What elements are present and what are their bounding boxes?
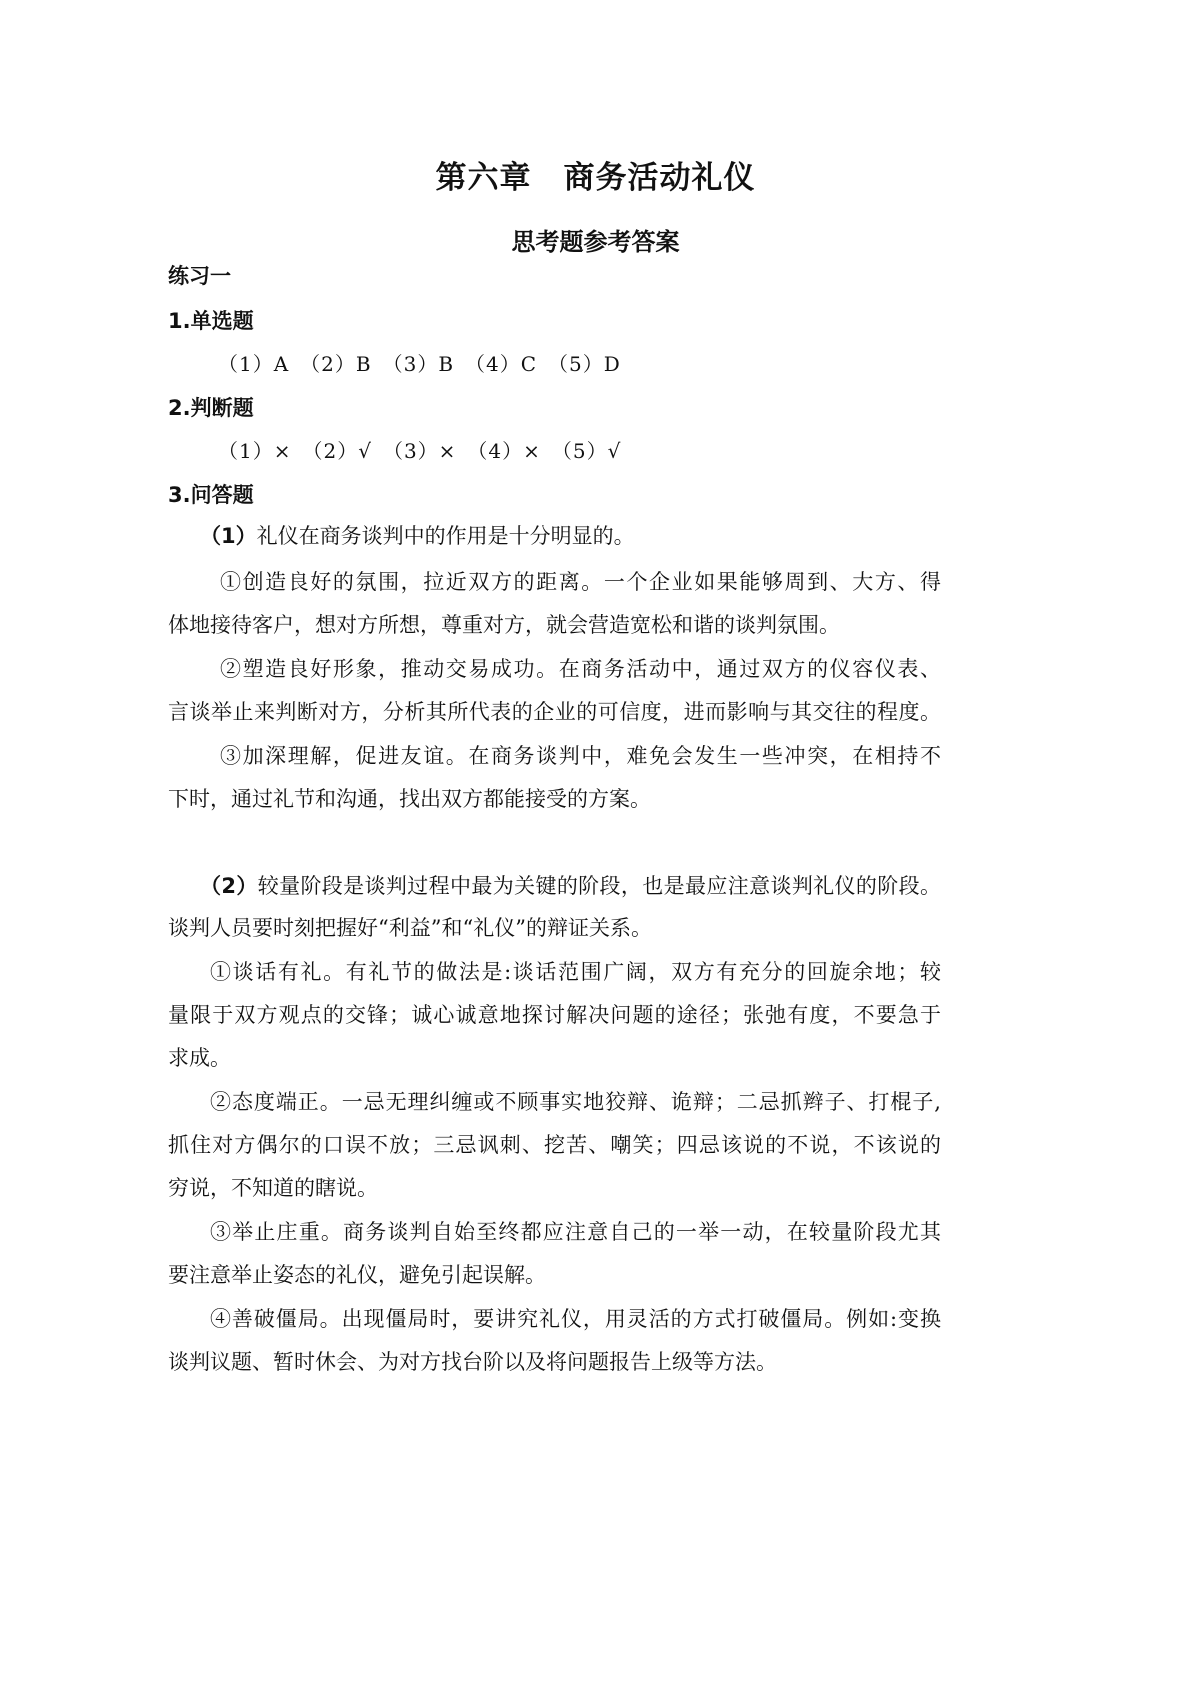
q1-point-3-line-2: 下时，通过礼节和沟通，找出双方都能接受的方案。 xyxy=(168,787,651,811)
q2-point-1-line-2: 量限于双方观点的交锋；诚心诚意地探讨解决问题的途径；张弛有度，不要急于 xyxy=(168,1003,941,1027)
q2-point-1-line-3: 求成。 xyxy=(168,1046,231,1070)
question-2-lead-line-2: 谈判人员要时刻把握好“利益”和“礼仪”的辩证关系。 xyxy=(168,916,652,940)
q2-point-2-line-2: 抓住对方偶尔的口误不放；三忌讽刺、挖苦、嘲笑；四忌该说的不说，不该说的 xyxy=(168,1133,941,1157)
true-false-answers: （1）× （2）√ （3）× （4）× （5）√ xyxy=(218,439,622,463)
question-1-text: 礼仪在商务谈判中的作用是十分明显的。 xyxy=(256,524,635,548)
q2-point-3-line-1: ③举止庄重。商务谈判自始至终都应注意自己的一举一动，在较量阶段尤其 xyxy=(210,1220,941,1244)
question-1-number: （1） xyxy=(200,524,257,548)
q2-point-3-line-2: 要注意举止姿态的礼仪，避免引起误解。 xyxy=(168,1263,546,1287)
q2-point-4-line-1: ④善破僵局。出现僵局时，要讲究礼仪，用灵活的方式打破僵局。例如:变换 xyxy=(210,1307,941,1331)
q1-point-2-line-2: 言谈举止来判断对方，分析其所代表的企业的可信度，进而影响与其交往的程度。 xyxy=(168,700,941,724)
q1-point-3-line-1: ③加深理解，促进友谊。在商务谈判中，难免会发生一些冲突，在相持不 xyxy=(220,744,941,768)
q2-point-2-line-1: ②态度端正。一忌无理纠缠或不顾事实地狡辩、诡辩；二忌抓辫子、打棍子, xyxy=(210,1090,941,1114)
single-choice-answers: （1）A （2）B （3）B （4）C （5）D xyxy=(218,352,621,376)
section-heading-essay: 3.问答题 xyxy=(168,483,254,507)
question-1-lead xyxy=(200,520,635,550)
question-2-text: 较量阶段是谈判过程中最为关键的阶段，也是最应注意谈判礼仪的阶段。 xyxy=(257,874,941,898)
section-heading-single-choice: 1.单选题 xyxy=(168,309,254,333)
q2-point-1-line-1: ①谈话有礼。有礼节的做法是:谈话范围广阔，双方有充分的回旋余地；较 xyxy=(210,960,941,984)
section-heading-true-false: 2.判断题 xyxy=(168,396,254,420)
question-2-lead-line-1 xyxy=(200,870,941,900)
chapter-title: 第六章 商务活动礼仪 xyxy=(435,160,756,196)
q1-point-1-line-2: 体地接待客户，想对方所想，尊重对方，就会营造宽松和谐的谈判氛围。 xyxy=(168,613,840,637)
exercise-label: 练习一 xyxy=(168,264,231,288)
document-subtitle: 思考题参考答案 xyxy=(511,228,680,256)
q2-point-4-line-2: 谈判议题、暂时休会、为对方找台阶以及将问题报告上级等方法。 xyxy=(168,1350,777,1374)
q2-point-2-line-3: 穷说，不知道的瞎说。 xyxy=(168,1176,378,1200)
q1-point-1-line-1: ①创造良好的氛围，拉近双方的距离。一个企业如果能够周到、大方、得 xyxy=(220,570,941,594)
question-2-number: （2） xyxy=(200,874,258,898)
q1-point-2-line-1: ②塑造良好形象，推动交易成功。在商务活动中，通过双方的仪容仪表、 xyxy=(220,657,941,681)
